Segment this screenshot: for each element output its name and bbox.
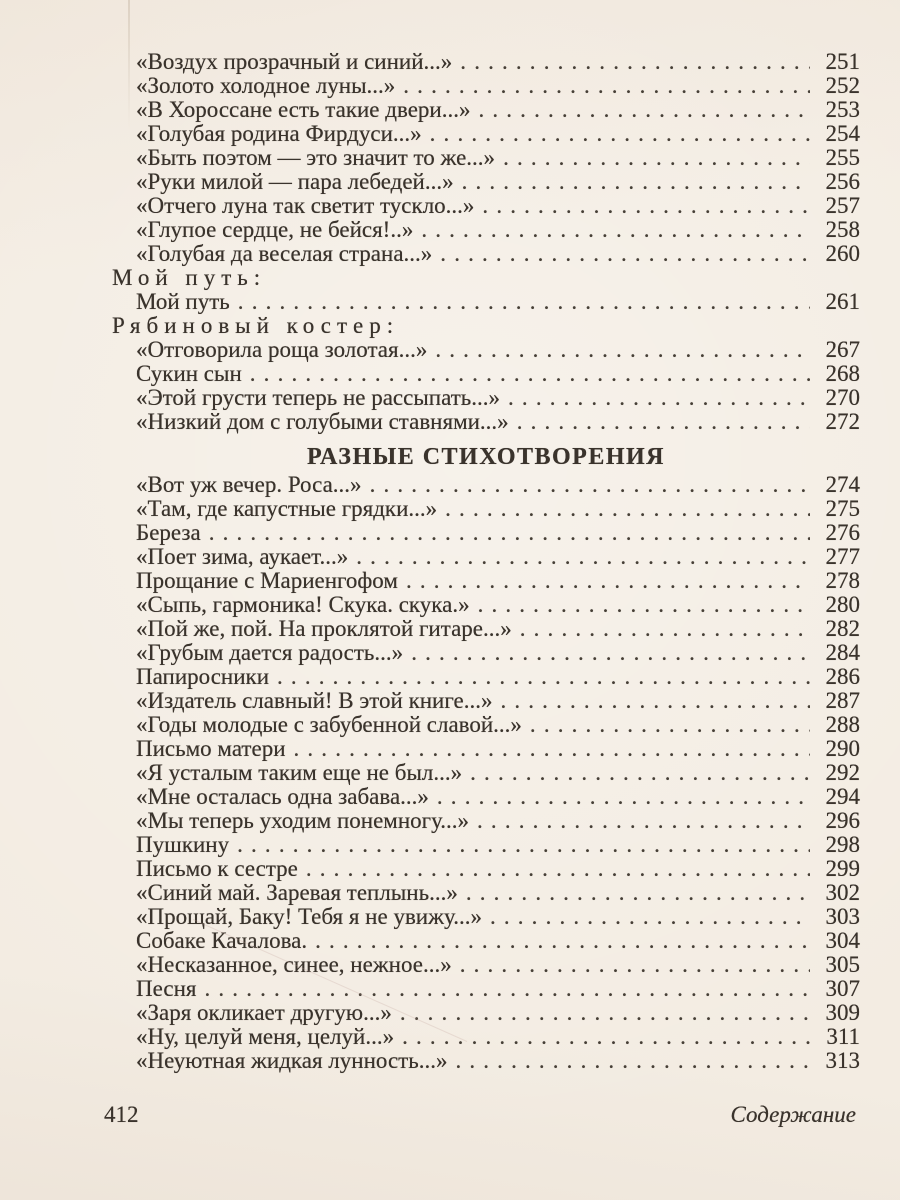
- toc-entry-title: «Руки милой — пара лебедей...»: [136, 169, 454, 194]
- toc-entry-page: 302: [825, 880, 860, 905]
- dot-leader: [445, 497, 810, 521]
- dot-leader: [503, 146, 810, 170]
- toc-entry-page: 260: [825, 241, 860, 266]
- toc-entry-page: 296: [825, 808, 860, 833]
- toc-entry: [112, 122, 860, 146]
- dot-leader: [435, 338, 810, 362]
- dot-leader: [205, 977, 811, 1001]
- toc-entry-page: 282: [825, 616, 860, 641]
- toc-entry: [112, 569, 860, 593]
- toc-entry: [112, 386, 860, 410]
- toc-entry-page: 255: [825, 145, 860, 170]
- toc-entry-page: 275: [825, 496, 860, 521]
- toc-entry-page: 268: [825, 361, 860, 386]
- dot-leader: [430, 122, 810, 146]
- toc-entry-title: «Ну, целуй меня, целуй...»: [136, 1024, 395, 1049]
- dot-leader: [477, 809, 810, 833]
- toc-entry-page: 254: [825, 121, 860, 146]
- dot-leader: [482, 194, 810, 218]
- toc-entry-page: 298: [825, 832, 860, 857]
- toc-entry-page: 304: [825, 928, 860, 953]
- toc-entry-title: «Неуютная жидкая лунность...»: [136, 1048, 448, 1073]
- toc-group-header: Рябиновый костер:: [112, 313, 400, 338]
- toc-entry-title: «В Хороссане есть такие двери...»: [136, 97, 471, 122]
- toc-entry-title: «Голубая родина Фирдуси...»: [136, 121, 422, 146]
- toc-entry-title: «Заря окликает другую...»: [136, 1000, 392, 1025]
- toc-entry-page: 294: [825, 784, 860, 809]
- toc-entry-page: 299: [825, 856, 860, 881]
- toc-entry: [112, 833, 860, 857]
- dot-leader: [237, 833, 810, 857]
- dot-leader: [455, 1049, 810, 1073]
- toc-entry-page: 311: [826, 1024, 860, 1049]
- toc-entry: [112, 761, 860, 785]
- toc-entry-title: «Отчего луна так светит тускло...»: [136, 193, 475, 218]
- dot-leader: [462, 170, 810, 194]
- toc-entry-title: «Грубым дается радость...»: [136, 640, 404, 665]
- toc-entry: [112, 362, 860, 386]
- dot-leader: [440, 242, 810, 266]
- dot-leader: [315, 929, 810, 953]
- dot-leader: [238, 290, 810, 314]
- dot-leader: [277, 665, 810, 689]
- toc-entry-page: 256: [825, 169, 860, 194]
- toc-entry: [112, 545, 860, 569]
- toc-entry: [112, 521, 860, 545]
- toc-entry-page: 278: [825, 568, 860, 593]
- toc-entry: [112, 977, 860, 1001]
- toc-entry: [112, 689, 860, 713]
- toc-entry-page: 252: [825, 73, 860, 98]
- dot-leader: [406, 569, 810, 593]
- toc-entry-title: Береза: [136, 520, 201, 545]
- toc-entry: [112, 194, 860, 218]
- dot-leader: [294, 737, 811, 761]
- toc-entry-page: 253: [825, 97, 860, 122]
- dot-leader: [470, 761, 810, 785]
- toc-entry: [112, 905, 860, 929]
- toc-entry: [112, 98, 860, 122]
- toc-entry-page: 292: [825, 760, 860, 785]
- dot-leader: [306, 857, 810, 881]
- toc-entry-page: 276: [825, 520, 860, 545]
- dot-leader: [500, 689, 810, 713]
- toc-entry: [112, 473, 860, 497]
- dot-leader: [421, 218, 810, 242]
- toc-entry-title: Письмо к сестре: [136, 856, 298, 881]
- toc-entry-title: «Сыпь, гармоника! Скука. скука.»: [136, 592, 470, 617]
- toc-entry: [112, 713, 860, 737]
- toc-entry-page: 309: [825, 1000, 860, 1025]
- toc-entry: [112, 809, 860, 833]
- folio-page-number: 412: [104, 1102, 139, 1127]
- dot-leader: [400, 1001, 810, 1025]
- table-of-contents: [112, 50, 860, 1073]
- dot-leader: [508, 386, 810, 410]
- toc-entry-title: Мой путь: [136, 289, 230, 314]
- dot-leader: [250, 362, 810, 386]
- toc-entry: [112, 338, 860, 362]
- toc-entry-title: Пушкину: [136, 832, 230, 857]
- toc-entry-title: «Я усталым таким еще не был...»: [136, 760, 463, 785]
- dot-leader: [460, 50, 810, 74]
- toc-entry: [112, 929, 860, 953]
- dot-leader: [370, 473, 810, 497]
- toc-entry-page: 261: [825, 289, 860, 314]
- dot-leader: [402, 1025, 810, 1049]
- toc-entry: [112, 74, 860, 98]
- toc-entry-page: 284: [825, 640, 860, 665]
- toc-entry-title: Прощание с Мариенгофом: [136, 568, 398, 593]
- toc-entry: [112, 665, 860, 689]
- toc-entry-title: Песня: [136, 976, 197, 1001]
- toc-entry-page: 277: [825, 544, 860, 569]
- toc-entry: [112, 290, 860, 314]
- toc-entry: [112, 497, 860, 521]
- toc-entry-page: 258: [825, 217, 860, 242]
- toc-entry-page: 313: [825, 1048, 860, 1073]
- toc-entry: [112, 218, 860, 242]
- toc-entry: [112, 146, 860, 170]
- toc-entry-page: 272: [825, 409, 860, 434]
- toc-entry-title: «Отговорила роща золотая...»: [136, 337, 428, 362]
- toc-entry-title: Письмо матери: [136, 736, 286, 761]
- dot-leader: [356, 545, 810, 569]
- running-title: Содержание: [730, 1102, 856, 1127]
- dot-leader: [517, 410, 810, 434]
- toc-entry-title: «Вот уж вечер. Роса...»: [136, 472, 362, 497]
- dot-leader: [411, 641, 810, 665]
- toc-entry: [112, 410, 860, 434]
- toc-entry: [112, 593, 860, 617]
- toc-entry-title: «Синий май. Заревая теплынь...»: [136, 880, 458, 905]
- dot-leader: [478, 593, 810, 617]
- toc-entry-page: 270: [825, 385, 860, 410]
- dot-leader: [530, 713, 810, 737]
- toc-entry-title: «Несказанное, синее, нежное...»: [136, 952, 452, 977]
- toc-entry-title: «Воздух прозрачный и синий...»: [136, 49, 453, 74]
- page-footer: [104, 1102, 856, 1128]
- toc-entry-title: «Этой грусти теперь не рассыпать...»: [136, 385, 501, 410]
- toc-entry-page: 287: [825, 688, 860, 713]
- section-heading: РАЗНЫЕ СТИХОТВОРЕНИЯ: [306, 444, 666, 470]
- toc-entry-page: 307: [825, 976, 860, 1001]
- toc-entry-title: «Быть поэтом — это значит то же...»: [136, 145, 496, 170]
- toc-entry-title: «Низкий дом с голубыми ставнями...»: [136, 409, 509, 434]
- toc-entry-page: 288: [825, 712, 860, 737]
- toc-entry-title: «Издатель славный! В этой книге...»: [136, 688, 493, 713]
- dot-leader: [437, 785, 810, 809]
- toc-entry-page: 286: [825, 664, 860, 689]
- toc-entry-title: «Глупое сердце, не бейся!..»: [136, 217, 414, 242]
- toc-entry-title: «Мы теперь уходим понемногу...»: [136, 808, 470, 833]
- dot-leader: [490, 905, 810, 929]
- dot-leader: [466, 881, 810, 905]
- toc-entry: [112, 170, 860, 194]
- toc-entry: [112, 857, 860, 881]
- toc-entry: [112, 953, 860, 977]
- toc-entry-title: Сукин сын: [136, 361, 242, 386]
- toc-entry: [112, 617, 860, 641]
- toc-entry: [112, 1001, 860, 1025]
- dot-leader: [478, 98, 810, 122]
- toc-entry-title: «Мне осталась одна забава...»: [136, 784, 429, 809]
- dot-leader: [209, 521, 810, 545]
- toc-entry-title: «Прощай, Баку! Тебя я не увижу...»: [136, 904, 482, 929]
- toc-entry-title: Папиросники: [136, 664, 270, 689]
- toc-entry: [112, 1025, 860, 1049]
- toc-entry-page: 290: [825, 736, 860, 761]
- toc-entry-title: «Годы молодые с забубенной славой...»: [136, 712, 522, 737]
- toc-entry: [112, 50, 860, 74]
- toc-entry-page: 274: [825, 472, 860, 497]
- toc-entry-page: 257: [825, 193, 860, 218]
- dot-leader: [403, 74, 810, 98]
- toc-entry-title: Собаке Качалова.: [136, 928, 308, 953]
- dot-leader: [520, 617, 810, 641]
- toc-entry-page: 303: [825, 904, 860, 929]
- dot-leader: [460, 953, 810, 977]
- toc-group-header: Мой путь:: [112, 265, 267, 290]
- toc-entry-page: 280: [825, 592, 860, 617]
- toc-entry-page: 305: [825, 952, 860, 977]
- toc-entry-title: «Поет зима, аукает...»: [136, 544, 349, 569]
- toc-entry-page: 267: [825, 337, 860, 362]
- toc-entry: [112, 881, 860, 905]
- toc-entry-title: «Голубая да веселая страна...»: [136, 241, 433, 266]
- toc-entry-page: 251: [825, 49, 860, 74]
- toc-entry: [112, 641, 860, 665]
- toc-entry: [112, 785, 860, 809]
- toc-entry-title: «Пой же, пой. На проклятой гитаре...»: [136, 616, 512, 641]
- toc-entry-title: «Золото холодное луны...»: [136, 73, 396, 98]
- toc-entry: [112, 1049, 860, 1073]
- toc-entry-title: «Там, где капустные грядки...»: [136, 496, 438, 521]
- toc-entry: [112, 737, 860, 761]
- toc-entry: [112, 242, 860, 266]
